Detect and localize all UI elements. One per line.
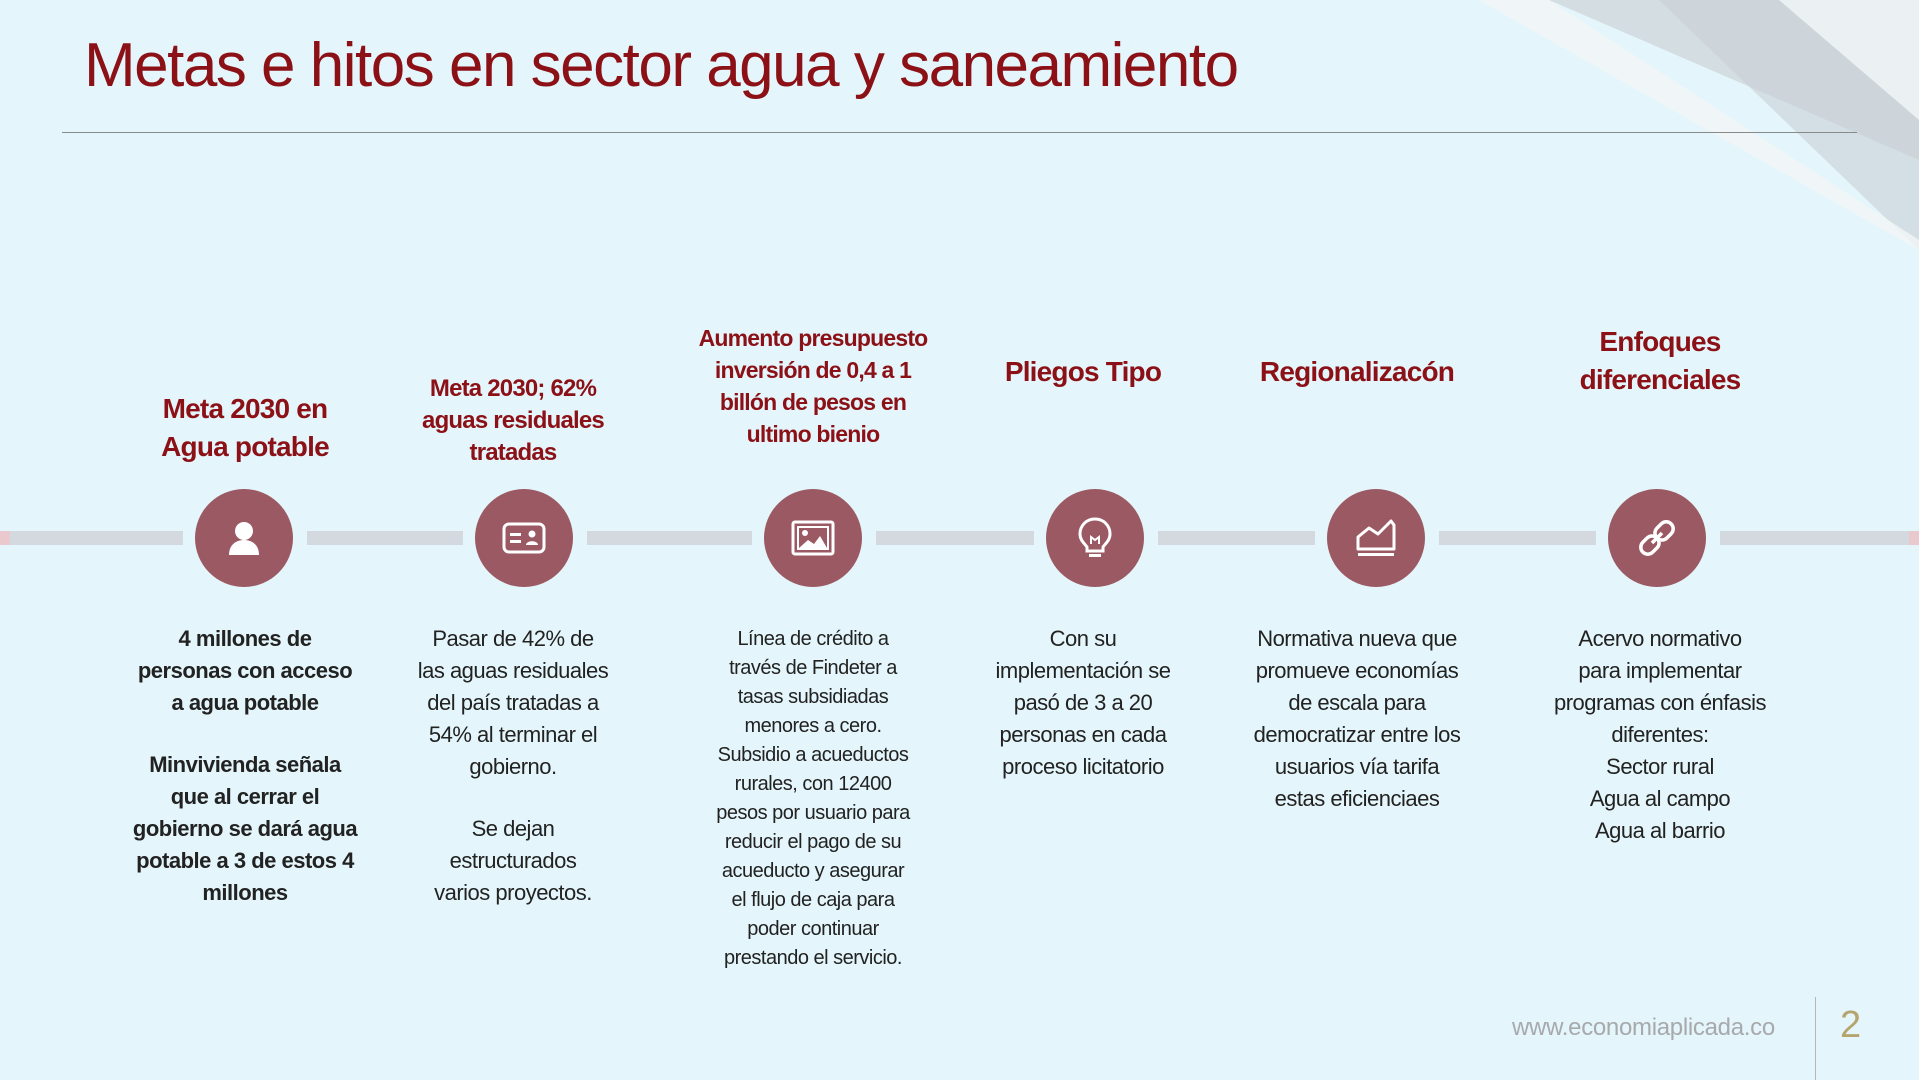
milestone-heading: Aumento presupuesto inversión de 0,4 a 1 billón de pesos en ultimo bienio bbox=[698, 325, 928, 447]
milestone-marker bbox=[1315, 479, 1439, 597]
description-paragraph: 4 millones de personas con acceso a agua potable bbox=[137, 626, 353, 715]
milestone-heading: Enfoques diferenciales bbox=[1579, 326, 1741, 395]
milestone-marker bbox=[1596, 479, 1720, 597]
milestone-regionalizacion bbox=[1227, 0, 1487, 1000]
milestone-marker bbox=[1034, 479, 1158, 597]
milestone-description bbox=[1530, 623, 1790, 847]
lightbulb-icon bbox=[1046, 489, 1144, 587]
milestone-description bbox=[115, 623, 375, 909]
milestone-description bbox=[683, 625, 943, 973]
milestone-heading: Pliegos Tipo bbox=[1004, 356, 1162, 387]
footer-divider bbox=[1815, 997, 1816, 1080]
milestone-marker bbox=[183, 479, 307, 597]
person-icon bbox=[195, 489, 293, 587]
milestone-pliegos-tipo bbox=[953, 0, 1213, 1000]
milestone-description bbox=[953, 623, 1213, 783]
footer-url[interactable]: www.economiaplicada.co bbox=[1512, 1014, 1775, 1041]
milestone-presupuesto bbox=[683, 0, 943, 1000]
link-icon bbox=[1608, 489, 1706, 587]
id-card-icon bbox=[475, 489, 573, 587]
description-paragraph: Línea de crédito a través de Findeter a tasas subsidiadas menores a cero. Subsidio a acueductos rurales, con 12400 pesos por usuario para reducir el pago de su acueducto y asegurar el flujo de caja para poder continuar prestando el servicio. bbox=[716, 628, 910, 969]
milestone-marker bbox=[463, 479, 587, 597]
milestone-marker bbox=[752, 479, 876, 597]
description-paragraph: Se dejan estructurados varios proyectos. bbox=[434, 816, 592, 905]
milestone-enfoques-diferenciales bbox=[1530, 0, 1790, 1000]
area-chart-icon bbox=[1327, 489, 1425, 587]
milestone-description bbox=[383, 623, 643, 909]
description-paragraph: Con su implementación se pasó de 3 a 20 personas en cada proceso licitatorio bbox=[995, 626, 1171, 779]
milestone-heading: Regionalizacón bbox=[1259, 356, 1455, 387]
milestone-aguas-residuales bbox=[383, 0, 643, 1000]
description-paragraph: Normativa nueva que promueve economías de escala para democratizar entre los usuarios vía tarifa estas eficienciaes bbox=[1253, 626, 1461, 811]
page-number: 2 bbox=[1840, 1004, 1862, 1046]
description-paragraph: Pasar de 42% de las aguas residuales del país tratadas a 54% al terminar el gobierno. bbox=[417, 626, 609, 779]
description-paragraph: Minvivienda señala que al cerrar el gobierno se dará agua potable a 3 de estos 4 millones bbox=[132, 752, 358, 905]
description-paragraph: Acervo normativo para implementar programas con énfasis diferentes: Sector rural Agua al campo Agua al barrio bbox=[1553, 626, 1767, 843]
milestone-description bbox=[1227, 623, 1487, 815]
milestone-heading: Meta 2030; 62% aguas residuales tratadas bbox=[422, 375, 604, 466]
milestone-agua-potable bbox=[115, 0, 375, 1000]
page-title: Metas e hitos en sector agua y saneamiento bbox=[84, 31, 1238, 100]
milestone-heading: Meta 2030 en Agua potable bbox=[161, 393, 329, 462]
image-icon bbox=[764, 489, 862, 587]
